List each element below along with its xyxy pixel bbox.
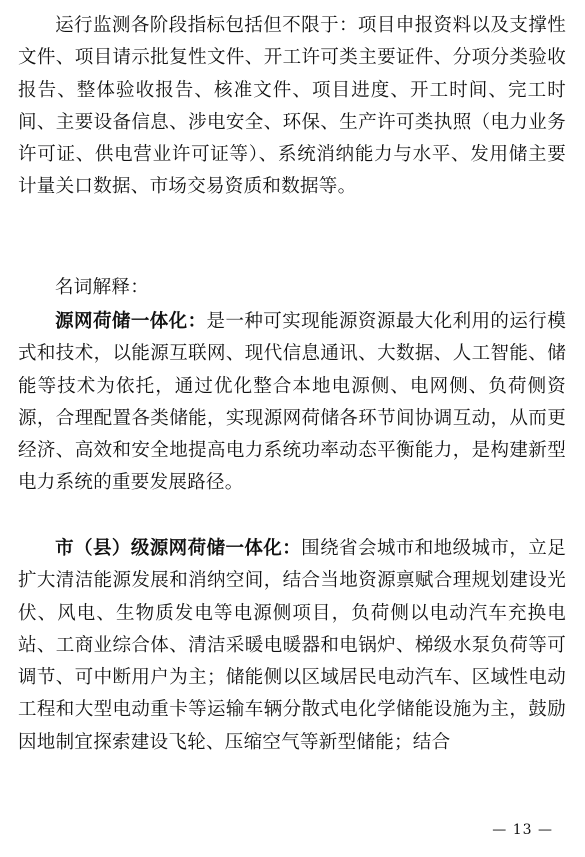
section-heading (18, 272, 566, 304)
term-definition-city-county (18, 533, 566, 759)
term-definition-text: 围绕省会城市和地级城市，立足扩大清洁能源发展和消纳空间，结合当地资源禀赋合理规划建设光伏、风电、生物质发电等电源侧项目，负荷侧以电动汽车充换电站、工商业综合体、清洁采暖电暖器和电锅炉、梯级水泵负荷等可调节、可中断用户为主；储能侧以区域居民电动汽车、区域性电动工程和大型电动重卡等运输车辆分散式电化学储能设施为主，鼓励因地制宜探索建设飞轮、压缩空气等新型储能；结合 (18, 538, 567, 753)
paragraph-monitoring-indicators (18, 10, 566, 204)
page-number: — 13 — (492, 822, 553, 838)
section-heading-text: 名词解释： (55, 277, 150, 298)
term-title: 源网荷储一体化： (55, 311, 207, 332)
term-definition-text: 是一种可实现能源资源最大化利用的运行模式和技术，以能源互联网、现代信息通讯、大数据、人工智能、储能等技术为依托，通过优化整合本地电源侧、电网侧、负荷侧资源，合理配置各类储能，实现源网荷储各环节间协调互动，从而更经济、高效和安全地提高电力系统功率动态平衡能力，是构建新型电力系统的重要发展路径。 (18, 311, 566, 494)
paragraph-text: 运行监测各阶段指标包括但不限于：项目申报资料以及支撑性文件、项目请示批复性文件、开工许可类主要证件、分项分类验收报告、整体验收报告、核准文件、项目进度、开工时间、完工时间、主要设备信息、涉电安全、环保、生产许可类执照（电力业务许可证、供电营业许可证等）、系统消纳能力与水平、发用储主要计量关口数据、市场交易资质和数据等。 (18, 15, 566, 198)
term-title: 市（县）级源网荷储一体化： (55, 538, 302, 559)
term-definition-integration (18, 306, 566, 500)
